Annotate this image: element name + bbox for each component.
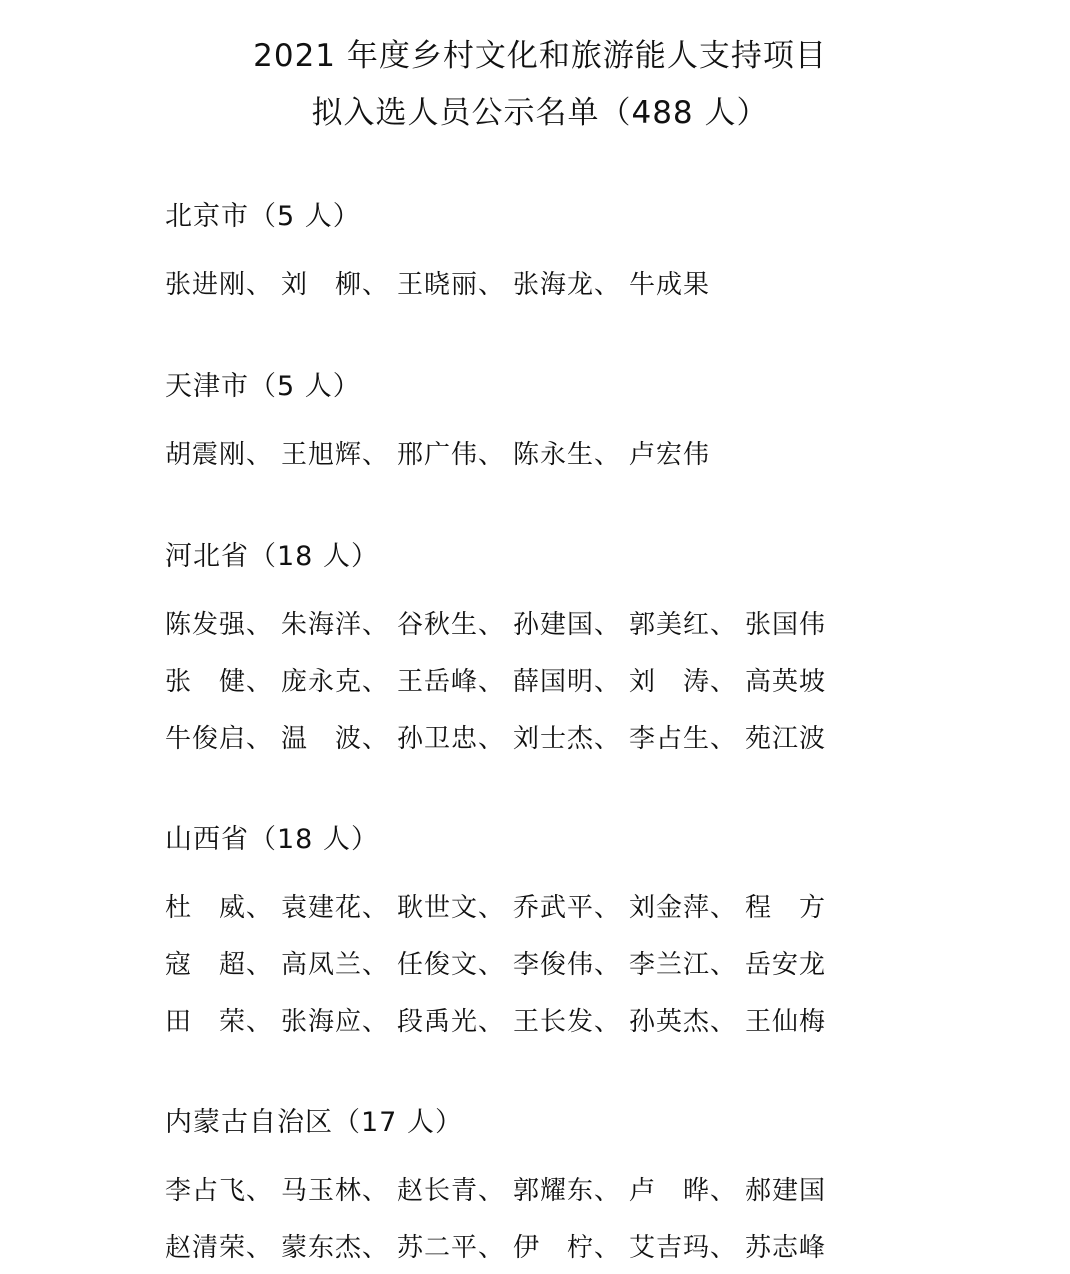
- person-name: 高英坡: [745, 667, 827, 697]
- section-inner-mongolia: [165, 1103, 865, 1274]
- name-row: [165, 1160, 865, 1217]
- person-name: 郝建国: [745, 1176, 827, 1206]
- person-name: 程 方: [745, 893, 827, 923]
- section-heading: 天津市（5 人）: [165, 371, 361, 402]
- person-name: 孙英杰、: [629, 1007, 738, 1037]
- person-name: 郭美红、: [629, 610, 738, 640]
- person-name: 段禹光、: [397, 1007, 506, 1037]
- person-name: 谷秋生、: [397, 610, 506, 640]
- document-title-line1: 2021 年度乡村文化和旅游能人支持项目: [253, 38, 827, 74]
- person-name: 胡震刚、: [165, 440, 274, 470]
- person-name: 庞永克、: [281, 667, 390, 697]
- person-name: 陈发强、: [165, 610, 274, 640]
- person-name: 耿世文、: [397, 893, 506, 923]
- person-name: 王旭辉、: [281, 440, 390, 470]
- section-tianjin: [165, 367, 865, 481]
- name-row: [165, 934, 865, 991]
- person-name: 袁建花、: [281, 893, 390, 923]
- name-row: [165, 651, 865, 708]
- name-list: [165, 594, 865, 765]
- person-name: 邢广伟、: [397, 440, 506, 470]
- person-name: 张海应、: [281, 1007, 390, 1037]
- name-list: [165, 1160, 865, 1274]
- person-name: 艾吉玛、: [629, 1233, 738, 1263]
- person-name: 卢 晔、: [629, 1176, 738, 1206]
- section-heading: 北京市（5 人）: [165, 201, 361, 232]
- person-name: 田 荣、: [165, 1007, 274, 1037]
- person-name: 张国伟: [745, 610, 827, 640]
- person-name: 赵长青、: [397, 1176, 506, 1206]
- person-name: 王岳峰、: [397, 667, 506, 697]
- person-name: 苑江波: [745, 724, 827, 754]
- name-row: [165, 991, 865, 1048]
- person-name: 王晓丽、: [397, 270, 506, 300]
- person-name: 刘 柳、: [281, 270, 390, 300]
- person-name: 寇 超、: [165, 950, 274, 980]
- person-name: 刘金萍、: [629, 893, 738, 923]
- person-name: 王仙梅: [745, 1007, 827, 1037]
- person-name: 孙建国、: [513, 610, 622, 640]
- name-list: [165, 877, 865, 1048]
- person-name: 张 健、: [165, 667, 274, 697]
- person-name: 张海龙、: [513, 270, 622, 300]
- name-row: [165, 594, 865, 651]
- document-title-line2: 拟入选人员公示名单（488 人）: [311, 95, 769, 131]
- person-name: 李占飞、: [165, 1176, 274, 1206]
- section-heading: 山西省（18 人）: [165, 824, 379, 855]
- person-name: 温 波、: [281, 724, 390, 754]
- person-name: 王长发、: [513, 1007, 622, 1037]
- person-name: 苏志峰: [745, 1233, 827, 1263]
- section-shanxi: [165, 820, 865, 1048]
- person-name: 张进刚、: [165, 270, 274, 300]
- person-name: 薛国明、: [513, 667, 622, 697]
- person-name: 苏二平、: [397, 1233, 506, 1263]
- person-name: 李兰江、: [629, 950, 738, 980]
- person-name: 岳安龙: [745, 950, 827, 980]
- name-row: [165, 877, 865, 934]
- person-name: 杜 威、: [165, 893, 274, 923]
- person-name: 赵清荣、: [165, 1233, 274, 1263]
- person-name: 牛成果: [629, 270, 711, 300]
- person-name: 高凤兰、: [281, 950, 390, 980]
- section-heading: 河北省（18 人）: [165, 541, 379, 572]
- section-hebei: [165, 537, 865, 765]
- person-name: 牛俊启、: [165, 724, 274, 754]
- person-name: 伊 柠、: [513, 1233, 622, 1263]
- person-name: 刘士杰、: [513, 724, 622, 754]
- section-beijing: [165, 197, 865, 311]
- name-row: [165, 254, 865, 311]
- person-name: 陈永生、: [513, 440, 622, 470]
- section-heading: 内蒙古自治区（17 人）: [165, 1107, 463, 1138]
- person-name: 任俊文、: [397, 950, 506, 980]
- name-row: [165, 708, 865, 765]
- person-name: 蒙东杰、: [281, 1233, 390, 1263]
- name-list: [165, 424, 865, 481]
- person-name: 卢宏伟: [629, 440, 711, 470]
- person-name: 郭耀东、: [513, 1176, 622, 1206]
- name-row: [165, 424, 865, 481]
- person-name: 李占生、: [629, 724, 738, 754]
- person-name: 乔武平、: [513, 893, 622, 923]
- person-name: 孙卫忠、: [397, 724, 506, 754]
- name-row: [165, 1217, 865, 1274]
- person-name: 马玉林、: [281, 1176, 390, 1206]
- name-list: [165, 254, 865, 311]
- person-name: 朱海洋、: [281, 610, 390, 640]
- person-name: 李俊伟、: [513, 950, 622, 980]
- person-name: 刘 涛、: [629, 667, 738, 697]
